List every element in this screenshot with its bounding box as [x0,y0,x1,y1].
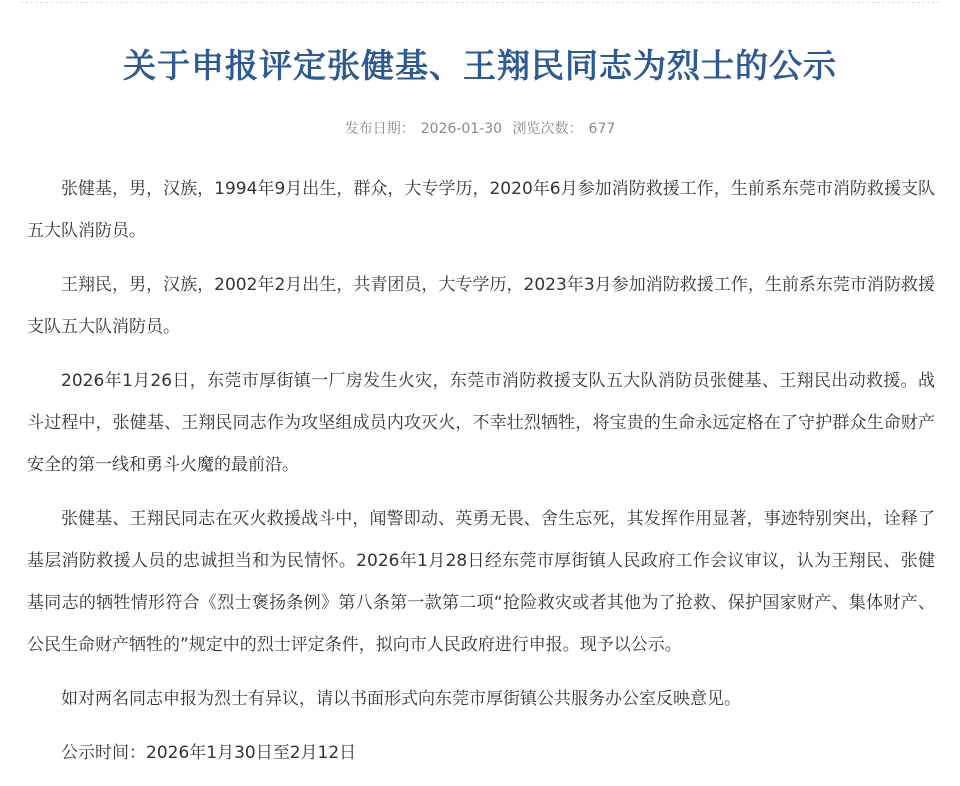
view-count: 677 [588,121,616,137]
paragraph-review: 张健基、王翔民同志在灭火救援战斗中，闻警即动、英勇无畏、舍生忘死，其发挥作用显著，事迹特别突出，诠释了基层消防救援人员的忠诚担当和为民情怀。2026年1月28日经东莞市厚街镇人民政府工作会议审议，认为王翔民、张健基同志的牺牲情形符合《烈士褒扬条例》第八条第一款第二项“抢险救灾或者其他为了抢救、保护国家财产、集体财产、公民生命财产牺牲的”规定中的烈士评定条件，拟向市人民政府进行申报。现予以公示。 [27,509,935,655]
publish-date: 2026-01-30 [420,121,503,137]
paragraph-objection: 如对两名同志申报为烈士有异议，请以书面形式向东莞市厚街镇公共服务办公室反映意见。 [61,689,741,709]
page-title: 关于申报评定张健基、王翔民同志为烈士的公示 [123,46,837,85]
paragraph-incident: 2026年1月26日，东莞市厚街镇一厂房发生火灾，东莞市消防救援支队五大队消防员张健基、王翔民出动救援。战斗过程中，张健基、王翔民同志作为攻坚组成员内攻灭火，不幸壮烈牺牲，将宝贵的生命永远定格在了守护群众生命财产安全的第一线和勇斗火魔的最前沿。 [27,371,935,475]
publish-date-label: 发布日期： [344,121,415,137]
view-count-label: 浏览次数： [512,121,583,137]
paragraph-wang-bio: 王翔民，男，汉族，2002年2月出生，共青团员，大专学历，2023年3月参加消防救援工作，生前系东莞市消防救援支队五大队消防员。 [27,275,935,337]
paragraph-notice-period: 公示时间：2026年1月30日至2月12日 [61,743,357,763]
article-meta [0,119,960,139]
top-divider [20,2,940,3]
article-body [27,168,935,786]
paragraph-zhang-bio: 张健基，男，汉族，1994年9月出生，群众，大专学历，2020年6月参加消防救援工作，生前系东莞市消防救援支队五大队消防员。 [27,179,935,241]
